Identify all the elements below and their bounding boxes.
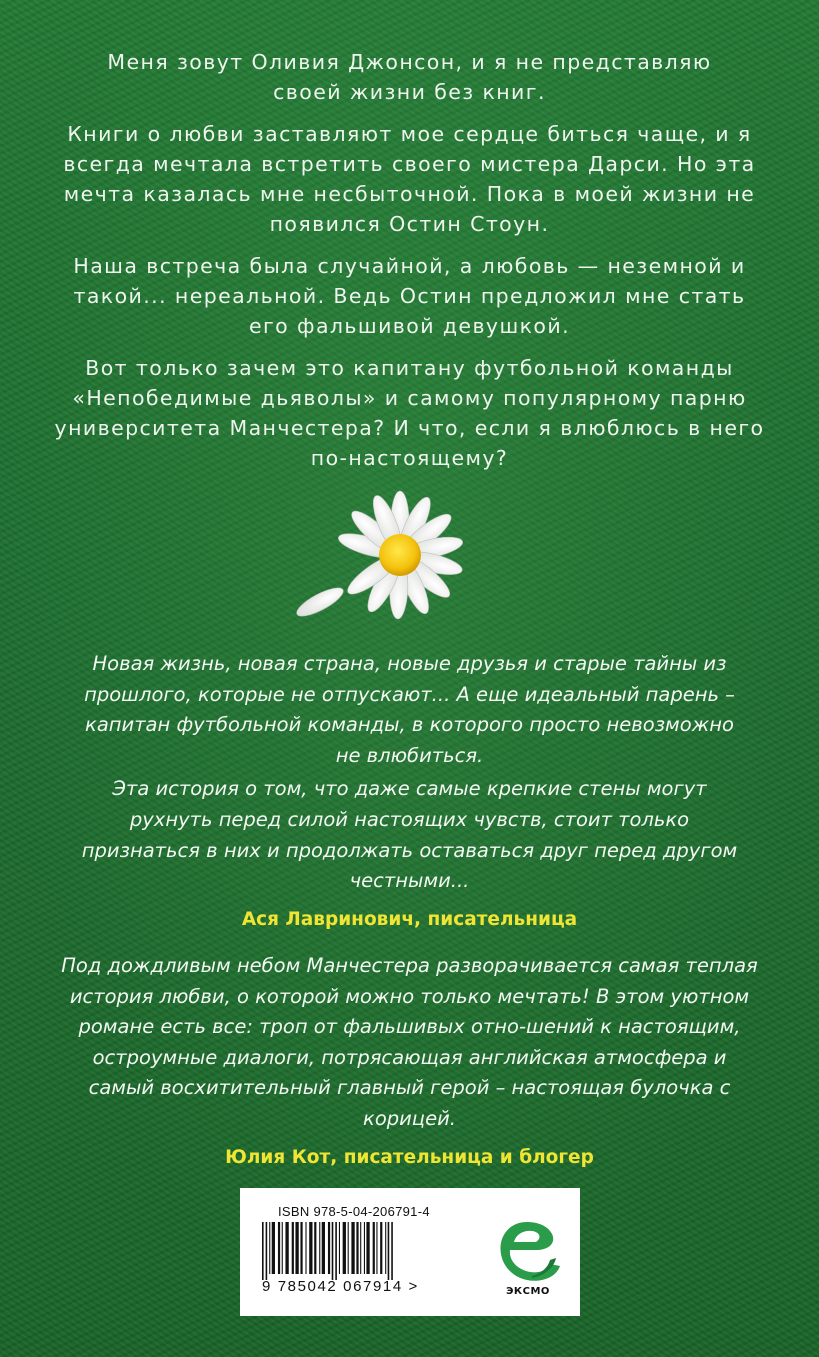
isbn-label: ISBN 978-5-04-206791-4: [278, 1204, 430, 1219]
review-paragraph: Новая жизнь, новая страна, новые друзья и старые тайны из прошлого, которые не отпускают... А еще идеальный парень – капитан футбольной команды, в которого просто невозможно не влюбиться.: [84, 652, 735, 767]
review-paragraph: Эта история о том, что даже самые крепкие стены могут рухнуть перед силой настоящих чувств, стоит только признаться в них и продолжать оставаться друг перед другом честными...: [81, 777, 738, 893]
review-paragraph: Под дождливым небом Манчестера разворачивается самая теплая история любви, о которой можно только мечтать! В этом уютном романе есть все: троп от фальшивых отно-шений к настоящим, остроумные диалоги, потрясающая английская атмосфера и самый восхитительный главный герой – настоящая булочка с корицей.: [61, 954, 758, 1130]
review-author: Юлия Кот, писательница и блогер: [225, 1146, 594, 1168]
annotation-paragraph: Книги о любви заставляют мое сердце биться чаще, и я всегда мечтала встретить своего мистера Дарси. Но эта мечта казалась мне несбыточной. Пока в моей жизни не появился Остин Стоун.: [63, 122, 756, 236]
publisher-logo-text: ЭКСМО: [506, 1286, 550, 1297]
barcode-digits: 9 785042 067914 >: [262, 1278, 419, 1295]
barcode-icon: [260, 1222, 475, 1280]
eksmo-logo-icon: [492, 1216, 562, 1296]
annotation-paragraph: Наша встреча была случайной, а любовь — неземной и такой... нереальной. Ведь Остин предложил мне стать его фальшивой девушкой.: [73, 254, 746, 338]
annotation-text: [40, 47, 779, 485]
daisy-flower-icon: [290, 490, 490, 640]
annotation-paragraph: Вот только зачем это капитану футбольной команды «Непобедимые дьяволы» и самому популярному парню университета Манчестера? И что, если я влюблюсь в него по-настоящему?: [54, 356, 765, 470]
review-block-1: [60, 649, 759, 935]
barcode-panel: [240, 1188, 580, 1316]
review-block-2: [60, 951, 759, 1173]
review-author: Ася Лавринович, писательница: [241, 908, 578, 930]
annotation-paragraph: Меня зовут Оливия Джонсон, и я не представляю своей жизни без книг.: [107, 50, 712, 104]
